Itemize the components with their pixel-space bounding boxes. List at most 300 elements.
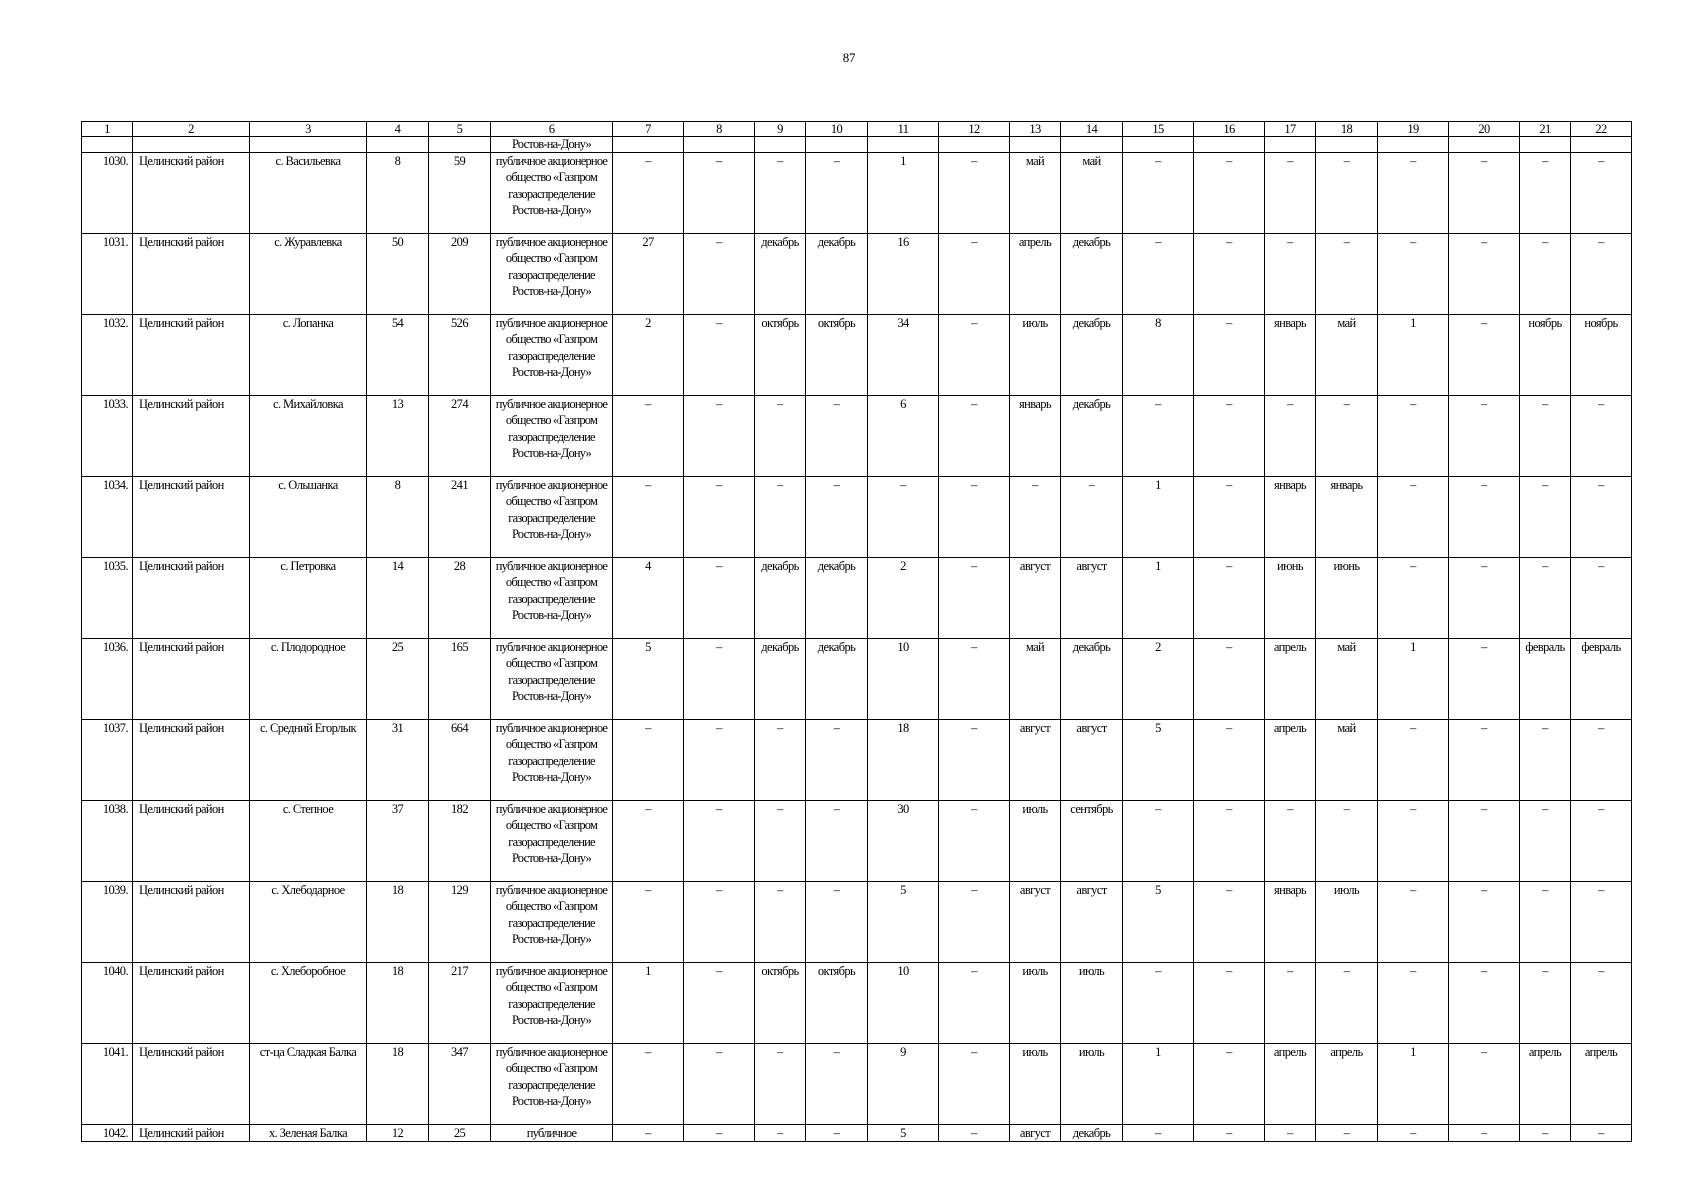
row-number-cell: 1040.	[82, 963, 133, 1044]
table-cell: июль	[1061, 963, 1123, 1044]
table-cell: –	[1265, 963, 1316, 1044]
row-number-cell: 1041.	[82, 1044, 133, 1125]
table-cell: октябрь	[755, 315, 806, 396]
table-cell: 18	[868, 720, 939, 801]
table-cell: –	[1520, 396, 1571, 477]
table-cell	[1378, 137, 1449, 153]
page-number: 87	[842, 50, 856, 65]
column-number-cell: 6	[491, 122, 613, 137]
table-cell: июль	[1010, 963, 1061, 1044]
table-cell: –	[1571, 234, 1632, 315]
settlement-cell: с. Журавлевка	[250, 234, 367, 315]
table-cell: 2	[1123, 639, 1194, 720]
table-cell	[1265, 137, 1316, 153]
table-cell: –	[684, 477, 755, 558]
table-cell: –	[1571, 477, 1632, 558]
district-cell: Целинский район	[133, 882, 250, 963]
data-table	[81, 121, 1632, 1142]
column-number-cell: 21	[1520, 122, 1571, 137]
table-cell: август	[1061, 558, 1123, 639]
table-cell: 241	[429, 477, 491, 558]
table-cell: –	[1123, 963, 1194, 1044]
table-cell: –	[939, 801, 1010, 882]
organization-cell: Ростов-на-Дону»	[491, 137, 613, 153]
table-cell: –	[939, 315, 1010, 396]
table-cell: февраль	[1520, 639, 1571, 720]
table-cell: –	[939, 639, 1010, 720]
table-cell: –	[684, 963, 755, 1044]
table-cell: 8	[367, 153, 429, 234]
table-cell: –	[1010, 477, 1061, 558]
row-number-cell: 1030.	[82, 153, 133, 234]
table-row	[82, 234, 1632, 315]
table-cell: декабрь	[1061, 315, 1123, 396]
table-cell: апрель	[1265, 639, 1316, 720]
table-cell: –	[1520, 153, 1571, 234]
table-cell: 1	[1123, 558, 1194, 639]
table-cell: 1	[1378, 315, 1449, 396]
table-cell: –	[1123, 234, 1194, 315]
table-cell: –	[1520, 558, 1571, 639]
table-cell: –	[939, 963, 1010, 1044]
table-cell	[1520, 137, 1571, 153]
district-cell: Целинский район	[133, 396, 250, 477]
table-cell	[1571, 137, 1632, 153]
column-number-cell: 1	[82, 122, 133, 137]
column-number-cell: 11	[868, 122, 939, 137]
table-cell: –	[1520, 801, 1571, 882]
settlement-cell: с. Ольшанка	[250, 477, 367, 558]
table-cell: –	[1378, 558, 1449, 639]
table-cell: октябрь	[755, 963, 806, 1044]
table-cell: 59	[429, 153, 491, 234]
row-number-cell: 1032.	[82, 315, 133, 396]
table-cell: –	[1123, 396, 1194, 477]
table-cell: –	[806, 801, 868, 882]
table-cell	[429, 137, 491, 153]
table-cell: апрель	[1316, 1044, 1378, 1125]
table-cell: –	[1194, 1125, 1265, 1142]
table-cell: 5	[868, 882, 939, 963]
table-cell	[755, 137, 806, 153]
table-cell: –	[1571, 882, 1632, 963]
column-number-cell: 14	[1061, 122, 1123, 137]
organization-cell: публичное акционерное общество «Газпром газораспределение Ростов-на-Дону»	[491, 639, 613, 720]
district-cell: Целинский район	[133, 315, 250, 396]
column-number-cell: 3	[250, 122, 367, 137]
table-cell: –	[868, 477, 939, 558]
settlement-cell: с. Хлеборобное	[250, 963, 367, 1044]
column-number-cell: 12	[939, 122, 1010, 137]
table-cell: –	[755, 1044, 806, 1125]
table-cell: –	[1316, 153, 1378, 234]
column-number-cell: 4	[367, 122, 429, 137]
column-number-cell: 20	[1449, 122, 1520, 137]
organization-cell: публичное акционерное общество «Газпром газораспределение Ростов-на-Дону»	[491, 153, 613, 234]
table-cell: –	[1061, 477, 1123, 558]
table-cell: –	[1194, 396, 1265, 477]
table-cell: 12	[367, 1125, 429, 1142]
table-cell: июль	[1010, 801, 1061, 882]
table-cell: январь	[1265, 882, 1316, 963]
table-cell: –	[806, 882, 868, 963]
table-cell: январь	[1265, 477, 1316, 558]
table-row	[82, 963, 1632, 1044]
table-cell: –	[613, 801, 684, 882]
table-cell: декабрь	[1061, 396, 1123, 477]
table-cell: –	[684, 639, 755, 720]
table-cell: –	[1194, 153, 1265, 234]
district-cell: Целинский район	[133, 639, 250, 720]
table-cell: 13	[367, 396, 429, 477]
district-cell: Целинский район	[133, 153, 250, 234]
settlement-cell: ст-ца Сладкая Балка	[250, 1044, 367, 1125]
table-cell: –	[1571, 153, 1632, 234]
table-cell: –	[1378, 882, 1449, 963]
table-cell: май	[1316, 315, 1378, 396]
table-cell: 1	[1378, 639, 1449, 720]
table-cell: 27	[613, 234, 684, 315]
table-cell: май	[1316, 720, 1378, 801]
district-cell: Целинский район	[133, 801, 250, 882]
table-cell: –	[1316, 801, 1378, 882]
table-cell: декабрь	[1061, 234, 1123, 315]
table-cell: –	[1194, 963, 1265, 1044]
table-cell: 18	[367, 882, 429, 963]
table-cell: –	[1571, 1125, 1632, 1142]
table-cell: –	[613, 477, 684, 558]
row-number-cell: 1036.	[82, 639, 133, 720]
table-cell: –	[1449, 963, 1520, 1044]
table-cell: –	[1194, 234, 1265, 315]
table-cell: октябрь	[806, 315, 868, 396]
settlement-cell: с. Степное	[250, 801, 367, 882]
table-cell: –	[613, 882, 684, 963]
column-number-cell: 10	[806, 122, 868, 137]
table-cell: –	[1123, 1125, 1194, 1142]
table-cell: 10	[868, 639, 939, 720]
table-cell: 4	[613, 558, 684, 639]
table-cell: 37	[367, 801, 429, 882]
table-cell: –	[1194, 639, 1265, 720]
table-cell: –	[1316, 963, 1378, 1044]
table-cell: –	[1378, 234, 1449, 315]
table-cell: 5	[868, 1125, 939, 1142]
table-row	[82, 882, 1632, 963]
table-cell	[939, 137, 1010, 153]
table-cell: –	[684, 153, 755, 234]
table-cell: 16	[868, 234, 939, 315]
table-cell: –	[1316, 396, 1378, 477]
table-cell: 25	[429, 1125, 491, 1142]
district-cell: Целинский район	[133, 720, 250, 801]
row-number-cell: 1037.	[82, 720, 133, 801]
table-cell: июнь	[1265, 558, 1316, 639]
organization-cell: публичное акционерное общество «Газпром газораспределение Ростов-на-Дону»	[491, 720, 613, 801]
table-cell: декабрь	[1061, 639, 1123, 720]
column-number-cell: 8	[684, 122, 755, 137]
table-cell: –	[755, 153, 806, 234]
table-row	[82, 1044, 1632, 1125]
table-cell: –	[1520, 720, 1571, 801]
table-cell: –	[613, 720, 684, 801]
row-number-cell: 1033.	[82, 396, 133, 477]
table-cell: июнь	[1316, 558, 1378, 639]
table-cell: –	[806, 1125, 868, 1142]
table-cell: май	[1316, 639, 1378, 720]
table-cell: –	[1265, 153, 1316, 234]
settlement-cell: с. Петровка	[250, 558, 367, 639]
row-number-cell: 1039.	[82, 882, 133, 963]
table-cell: –	[1378, 477, 1449, 558]
table-cell: –	[755, 882, 806, 963]
column-number-cell: 5	[429, 122, 491, 137]
table-cell: май	[1061, 153, 1123, 234]
table-cell	[613, 137, 684, 153]
row-number-cell: 1042.	[82, 1125, 133, 1142]
table-cell: 54	[367, 315, 429, 396]
table-cell: 1	[1378, 1044, 1449, 1125]
table-cell: –	[1449, 234, 1520, 315]
table-cell: 129	[429, 882, 491, 963]
column-number-cell: 7	[613, 122, 684, 137]
table-cell: –	[755, 396, 806, 477]
district-cell: Целинский район	[133, 963, 250, 1044]
table-cell: –	[684, 234, 755, 315]
table-cell: –	[755, 720, 806, 801]
table-cell: январь	[1316, 477, 1378, 558]
table-cell	[1010, 137, 1061, 153]
table-cell: 5	[1123, 882, 1194, 963]
table-cell: –	[1449, 558, 1520, 639]
column-number-cell: 15	[1123, 122, 1194, 137]
table-cell: декабрь	[1061, 1125, 1123, 1142]
column-number-row	[82, 122, 1632, 137]
table-cell: –	[1571, 801, 1632, 882]
organization-cell: публичное акционерное общество «Газпром газораспределение Ростов-на-Дону»	[491, 477, 613, 558]
table-cell: август	[1010, 882, 1061, 963]
table-row	[82, 153, 1632, 234]
organization-cell: публичное акционерное общество «Газпром газораспределение Ростов-на-Дону»	[491, 396, 613, 477]
column-number-cell: 19	[1378, 122, 1449, 137]
table-cell: 1	[1123, 477, 1194, 558]
organization-cell: публичное акционерное общество «Газпром газораспределение Ростов-на-Дону»	[491, 963, 613, 1044]
table-cell: –	[684, 720, 755, 801]
table-cell: –	[1449, 315, 1520, 396]
table-cell: –	[1571, 396, 1632, 477]
organization-cell: публичное акционерное общество «Газпром газораспределение Ростов-на-Дону»	[491, 234, 613, 315]
table-cell: –	[1520, 477, 1571, 558]
organization-cell: публичное акционерное общество «Газпром газораспределение Ростов-на-Дону»	[491, 801, 613, 882]
table-cell: –	[939, 720, 1010, 801]
column-number-cell: 13	[1010, 122, 1061, 137]
table-row	[82, 477, 1632, 558]
settlement-cell: с. Васильевка	[250, 153, 367, 234]
table-cell: –	[1194, 477, 1265, 558]
table-cell: –	[1265, 234, 1316, 315]
table-cell: январь	[1265, 315, 1316, 396]
settlement-cell: с. Лопанка	[250, 315, 367, 396]
table-cell: –	[684, 801, 755, 882]
table-row	[82, 1125, 1632, 1142]
table-cell: –	[1571, 720, 1632, 801]
table-cell: –	[1194, 720, 1265, 801]
table-cell: август	[1010, 558, 1061, 639]
column-number-cell: 18	[1316, 122, 1378, 137]
table-cell: июль	[1061, 1044, 1123, 1125]
table-cell: 18	[367, 963, 429, 1044]
table-cell: –	[1449, 1125, 1520, 1142]
table-cell: –	[1449, 396, 1520, 477]
table-cell: ноябрь	[1520, 315, 1571, 396]
organization-cell: публичное акционерное общество «Газпром газораспределение Ростов-на-Дону»	[491, 315, 613, 396]
table-cell: декабрь	[755, 558, 806, 639]
table-cell	[684, 137, 755, 153]
table-cell: 182	[429, 801, 491, 882]
table-cell: ноябрь	[1571, 315, 1632, 396]
table-cell: апрель	[1010, 234, 1061, 315]
table-cell: декабрь	[806, 234, 868, 315]
column-number-cell: 2	[133, 122, 250, 137]
table-cell: –	[1449, 801, 1520, 882]
table-row	[82, 558, 1632, 639]
table-cell: –	[1378, 1125, 1449, 1142]
table-cell: –	[684, 396, 755, 477]
table-cell: –	[939, 1125, 1010, 1142]
table-cell: февраль	[1571, 639, 1632, 720]
table-cell: –	[684, 558, 755, 639]
table-cell: –	[1194, 882, 1265, 963]
table-cell: 30	[868, 801, 939, 882]
organization-cell: публичное акционерное общество «Газпром газораспределение Ростов-на-Дону»	[491, 558, 613, 639]
table-cell: июль	[1010, 315, 1061, 396]
table-cell: –	[613, 396, 684, 477]
table-cell: –	[806, 1044, 868, 1125]
table-cell: –	[1378, 963, 1449, 1044]
table-cell	[1123, 137, 1194, 153]
table-cell: –	[1449, 639, 1520, 720]
table-cell: –	[1449, 1044, 1520, 1125]
table-cell: –	[1449, 153, 1520, 234]
table-cell: –	[1194, 315, 1265, 396]
table-cell: 274	[429, 396, 491, 477]
table-cell: –	[939, 396, 1010, 477]
table-cell: –	[1449, 720, 1520, 801]
table-cell: –	[939, 558, 1010, 639]
table-cell: –	[1316, 1125, 1378, 1142]
table-cell: декабрь	[755, 234, 806, 315]
table-row	[82, 639, 1632, 720]
settlement-cell: с. Михайловка	[250, 396, 367, 477]
table-cell: –	[684, 882, 755, 963]
column-number-cell: 9	[755, 122, 806, 137]
table-cell: 5	[1123, 720, 1194, 801]
table-cell: 34	[868, 315, 939, 396]
table-cell: 14	[367, 558, 429, 639]
settlement-cell: с. Хлебодарное	[250, 882, 367, 963]
table-cell: –	[939, 234, 1010, 315]
table-row	[82, 396, 1632, 477]
table-cell: 1	[1123, 1044, 1194, 1125]
continuation-row	[82, 137, 1632, 153]
table-cell: май	[1010, 639, 1061, 720]
table-cell: –	[1194, 1044, 1265, 1125]
table-cell: сентябрь	[1061, 801, 1123, 882]
district-cell: Целинский район	[133, 234, 250, 315]
table-cell: –	[806, 153, 868, 234]
district-cell	[133, 137, 250, 153]
table-cell: –	[613, 1044, 684, 1125]
table-cell: 217	[429, 963, 491, 1044]
district-cell: Целинский район	[133, 1044, 250, 1125]
table-cell: 6	[868, 396, 939, 477]
table-cell: –	[939, 882, 1010, 963]
table-cell	[806, 137, 868, 153]
table-cell: август	[1010, 720, 1061, 801]
table-cell: –	[939, 1044, 1010, 1125]
table-cell: –	[684, 1125, 755, 1142]
table-cell	[1449, 137, 1520, 153]
table-cell: октябрь	[806, 963, 868, 1044]
table-cell: –	[755, 477, 806, 558]
table-cell: –	[806, 720, 868, 801]
table-cell: 9	[868, 1044, 939, 1125]
table-row	[82, 720, 1632, 801]
table-cell: январь	[1010, 396, 1061, 477]
table-cell: 50	[367, 234, 429, 315]
table-cell: –	[806, 396, 868, 477]
column-number-cell: 17	[1265, 122, 1316, 137]
table-cell: 5	[613, 639, 684, 720]
table-cell: декабрь	[806, 558, 868, 639]
table-cell: –	[939, 153, 1010, 234]
row-number-cell: 1034.	[82, 477, 133, 558]
table-cell: апрель	[1265, 1044, 1316, 1125]
table-cell: 10	[868, 963, 939, 1044]
table-cell	[1194, 137, 1265, 153]
table-cell: 209	[429, 234, 491, 315]
table-cell: –	[1316, 234, 1378, 315]
settlement-cell: х. Зеленая Балка	[250, 1125, 367, 1142]
table-cell: 526	[429, 315, 491, 396]
table-cell: май	[1010, 153, 1061, 234]
row-number-cell: 1038.	[82, 801, 133, 882]
table-cell: –	[1520, 1125, 1571, 1142]
column-number-cell: 22	[1571, 122, 1632, 137]
table-cell: апрель	[1571, 1044, 1632, 1125]
district-cell: Целинский район	[133, 558, 250, 639]
table-cell: 2	[868, 558, 939, 639]
table-cell: 28	[429, 558, 491, 639]
table-cell	[367, 137, 429, 153]
table-cell: –	[1520, 234, 1571, 315]
table-cell: декабрь	[755, 639, 806, 720]
table-cell: –	[1449, 477, 1520, 558]
table-cell	[868, 137, 939, 153]
table-cell: 2	[613, 315, 684, 396]
table-row	[82, 801, 1632, 882]
row-number-cell: 1031.	[82, 234, 133, 315]
table-cell: июль	[1010, 1044, 1061, 1125]
table-cell: 1	[613, 963, 684, 1044]
table-cell: –	[684, 315, 755, 396]
table-cell: 165	[429, 639, 491, 720]
table-cell: –	[1123, 801, 1194, 882]
table-cell: 8	[1123, 315, 1194, 396]
table-cell: –	[1520, 882, 1571, 963]
table-cell: август	[1061, 882, 1123, 963]
row-number-cell	[82, 137, 133, 153]
